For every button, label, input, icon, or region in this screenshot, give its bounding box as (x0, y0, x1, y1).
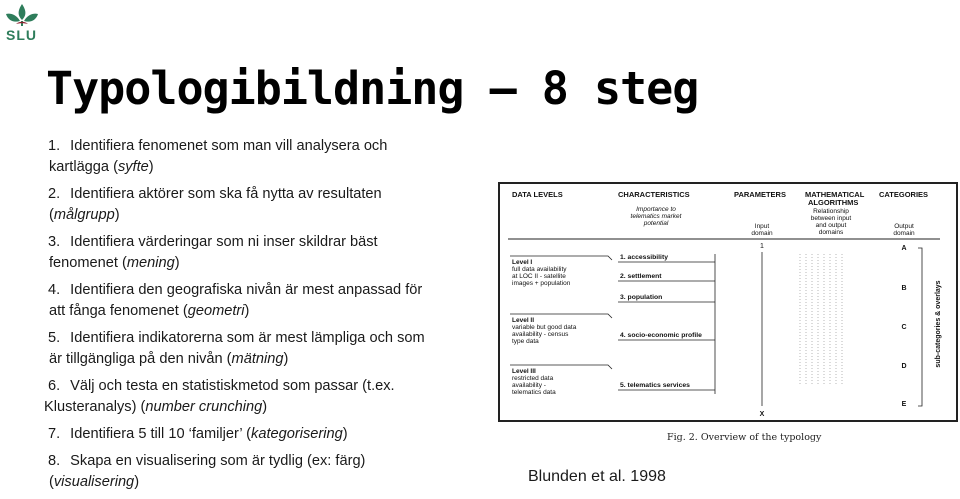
typology-diagram (500, 184, 956, 420)
steps-list (44, 136, 484, 499)
category-e: E (901, 401, 907, 408)
level-3-desc: telematics data (512, 389, 556, 396)
list-item: 5. Identifiera indikatorerna som är mest lämpliga och som är tillgängliga på den nivån (mätning) (48, 330, 425, 367)
header-algorithms: ALGORITHMS (808, 198, 859, 207)
param-bottom-label: X (759, 411, 765, 418)
category-a: A (901, 245, 907, 252)
list-item: 8. Skapa en visualisering som är tydlig (ex: färg) (visualisering) (48, 453, 366, 490)
relationship-2: between input (810, 215, 852, 222)
level-2-desc: availability - census (512, 331, 569, 338)
category-d: D (901, 363, 907, 370)
level-3-name: Level III (512, 368, 536, 375)
output-label-2: domain (893, 230, 915, 237)
side-text: sub-categories & overlays (935, 280, 942, 368)
list-item: 2. Identifiera aktörer som ska få nytta av resultaten (målgrupp) (48, 186, 382, 223)
citation: Blunden et al. 1998 (528, 468, 666, 485)
logo-text: SLU (6, 27, 37, 43)
typology-figure (498, 182, 958, 422)
category-b: B (901, 285, 907, 292)
relationship-3: and output (815, 222, 847, 229)
page-title: Typologibildning – 8 steg (46, 62, 699, 115)
characteristic-4: 4. socio-economic profile (620, 332, 702, 339)
char-sub-2: telematics market (630, 213, 682, 220)
input-label-1: Input (754, 223, 770, 230)
list-item: 3. Identifiera värderingar som ni inser skildrar bäst fenomenet (mening) (48, 234, 378, 271)
param-top-label: 1 (760, 243, 764, 250)
list-item: 7. Identifiera 5 till 10 ‘familjer’ (kategorisering) (48, 426, 348, 442)
characteristic-1: 1. accessibility (620, 254, 668, 261)
char-sub-3: potential (643, 220, 669, 227)
header-data-levels: DATA LEVELS (512, 190, 563, 199)
relationship-1: Relationship (813, 208, 849, 215)
level-2-desc: type data (512, 338, 539, 345)
relationship-4: domains (818, 229, 844, 236)
figure-caption: Fig. 2. Overview of the typology (667, 432, 822, 443)
header-characteristics: CHARACTERISTICS (618, 190, 690, 199)
category-c: C (901, 324, 907, 331)
level-2-desc: variable but good data (512, 324, 577, 331)
level-1-desc: full data availability (512, 266, 567, 273)
char-sub-1: Importance to (636, 206, 676, 213)
level-3-desc: restricted data (512, 375, 554, 382)
level-2-name: Level II (512, 317, 535, 324)
level-1-desc: images + population (512, 280, 571, 287)
output-label-1: Output (894, 223, 914, 230)
level-1-desc: at LOC II - satellite (512, 273, 566, 280)
level-3-desc: availability - (512, 382, 546, 389)
list-item: 4. Identifiera den geografiska nivån är mest anpassad för att fånga fenomenet (geometri) (48, 282, 423, 319)
input-label-2: domain (751, 230, 773, 237)
characteristic-2: 2. settlement (620, 273, 662, 280)
level-1-name: Level I (512, 259, 533, 266)
list-item: 1. Identifiera fenomenet som man vill analysera och kartlägga (syfte) (48, 138, 388, 175)
list-item: 6. Välj och testa en statistiskmetod som passar (t.ex. Klusteranalys) (number crunching) (44, 378, 395, 415)
characteristic-5: 5. telematics services (620, 382, 690, 389)
header-mathematical: MATHEMATICAL (805, 190, 865, 199)
header-categories: CATEGORIES (879, 190, 929, 199)
header-parameters: PARAMETERS (734, 190, 786, 199)
characteristic-3: 3. population (620, 294, 663, 301)
